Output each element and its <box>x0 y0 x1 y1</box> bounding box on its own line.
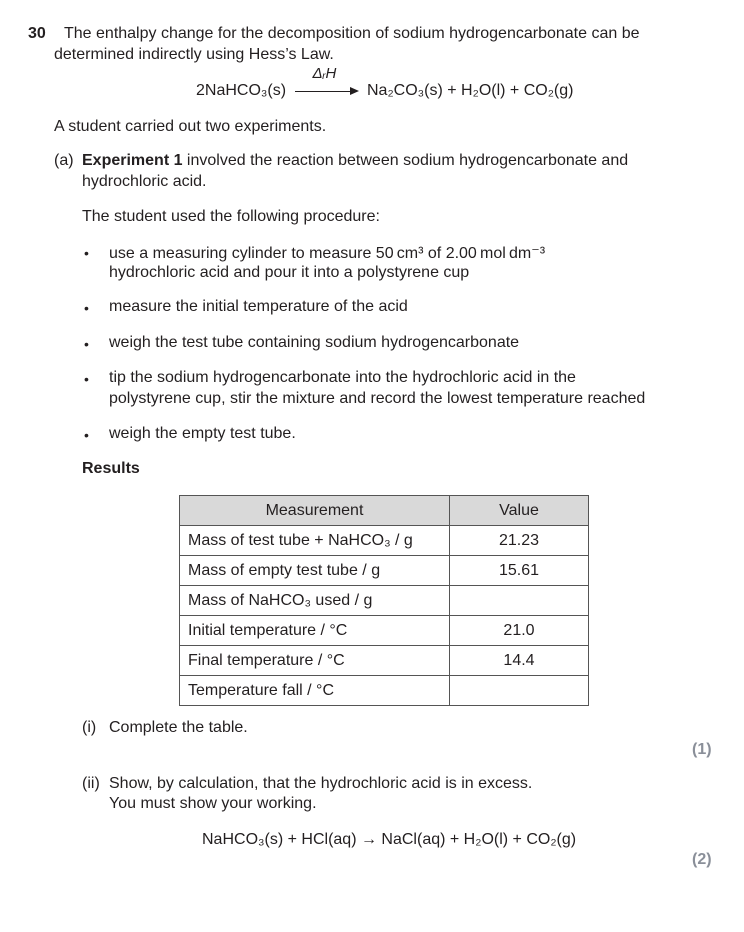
question-intro-line1: The enthalpy change for the decomposition of sodium hydrogencarbonate can be <box>64 25 640 42</box>
table-row <box>180 676 589 706</box>
decomposition-equation <box>196 64 574 100</box>
measurement-cell: Mass of test tube + NaHCO₃ / g <box>180 526 450 556</box>
procedure-step-1-line2: hydrochloric acid and pour it into a polystyrene cup <box>109 264 470 281</box>
bullet-icon: • <box>84 427 89 443</box>
marks-ii: (2) <box>692 851 712 868</box>
question-number: 30 <box>28 25 46 42</box>
table-header-row <box>180 496 589 526</box>
part-a-text-line2: hydrochloric acid. <box>82 173 207 190</box>
bullet-icon: • <box>84 245 89 261</box>
question-intro-line2: determined indirectly using Hess’s Law. <box>54 46 334 63</box>
value-cell: 21.0 <box>450 616 589 646</box>
column-header-measurement: Measurement <box>180 496 450 526</box>
part-a-text-line1: Experiment 1 involved the reaction between sodium hydrogencarbonate and <box>82 152 629 169</box>
procedure-step-4-line1: tip the sodium hydrogencarbonate into the hydrochloric acid in the <box>109 369 576 386</box>
value-cell: 21.23 <box>450 526 589 556</box>
measurement-cell: Mass of empty test tube / g <box>180 556 450 586</box>
measurement-cell: Mass of NaHCO₃ used / g <box>180 586 450 616</box>
sub-question-ii-label: (ii) <box>82 775 100 792</box>
procedure-step-5: weigh the empty test tube. <box>109 425 296 442</box>
answer-cell-temperature-fall[interactable] <box>450 676 589 706</box>
answer-cell-mass-used[interactable] <box>450 586 589 616</box>
sub-question-i-label: (i) <box>82 719 97 736</box>
experiments-intro: A student carried out two experiments. <box>54 118 327 135</box>
procedure-intro: The student used the following procedure: <box>82 208 380 225</box>
sub-question-ii-line1: Show, by calculation, that the hydrochloric acid is in excess. <box>109 775 533 792</box>
procedure-step-1-line1: use a measuring cylinder to measure 50 cm³ of 2.00 mol dm⁻³ <box>109 245 546 262</box>
value-cell: 14.4 <box>450 646 589 676</box>
table-row <box>180 526 589 556</box>
enthalpy-label: ΔᵣH <box>312 64 337 82</box>
equation-products: Na₂CO₃(s) + H₂O(l) + CO₂(g) <box>366 82 574 99</box>
bullet-icon: • <box>84 371 89 387</box>
measurement-cell: Initial temperature / °C <box>180 616 450 646</box>
table-row <box>180 616 589 646</box>
table-row <box>180 556 589 586</box>
results-heading: Results <box>82 460 140 477</box>
equation-reactant: 2NaHCO₃(s) <box>196 82 287 99</box>
table-row <box>180 646 589 676</box>
part-a-label: (a) <box>54 152 74 169</box>
procedure-step-4-line2: polystyrene cup, stir the mixture and record the lowest temperature reached <box>109 390 646 407</box>
neutralisation-equation: NaHCO₃(s) + HCl(aq) → NaCl(aq) + H₂O(l) + CO₂(g) <box>202 831 577 848</box>
sub-question-ii-line2: You must show your working. <box>109 795 317 812</box>
bullet-icon: • <box>84 336 89 352</box>
table-row <box>180 586 589 616</box>
marks-i: (1) <box>692 741 712 758</box>
experiment-1-label: Experiment 1 <box>82 152 183 169</box>
results-table <box>179 495 589 706</box>
measurement-cell: Final temperature / °C <box>180 646 450 676</box>
column-header-value: Value <box>450 496 589 526</box>
measurement-cell: Temperature fall / °C <box>180 676 450 706</box>
reaction-arrow-icon <box>295 64 359 99</box>
bullet-icon: • <box>84 300 89 316</box>
value-cell: 15.61 <box>450 556 589 586</box>
procedure-step-3: weigh the test tube containing sodium hydrogencarbonate <box>109 334 520 351</box>
sub-question-i-text: Complete the table. <box>109 719 248 736</box>
procedure-step-2: measure the initial temperature of the acid <box>109 298 408 315</box>
